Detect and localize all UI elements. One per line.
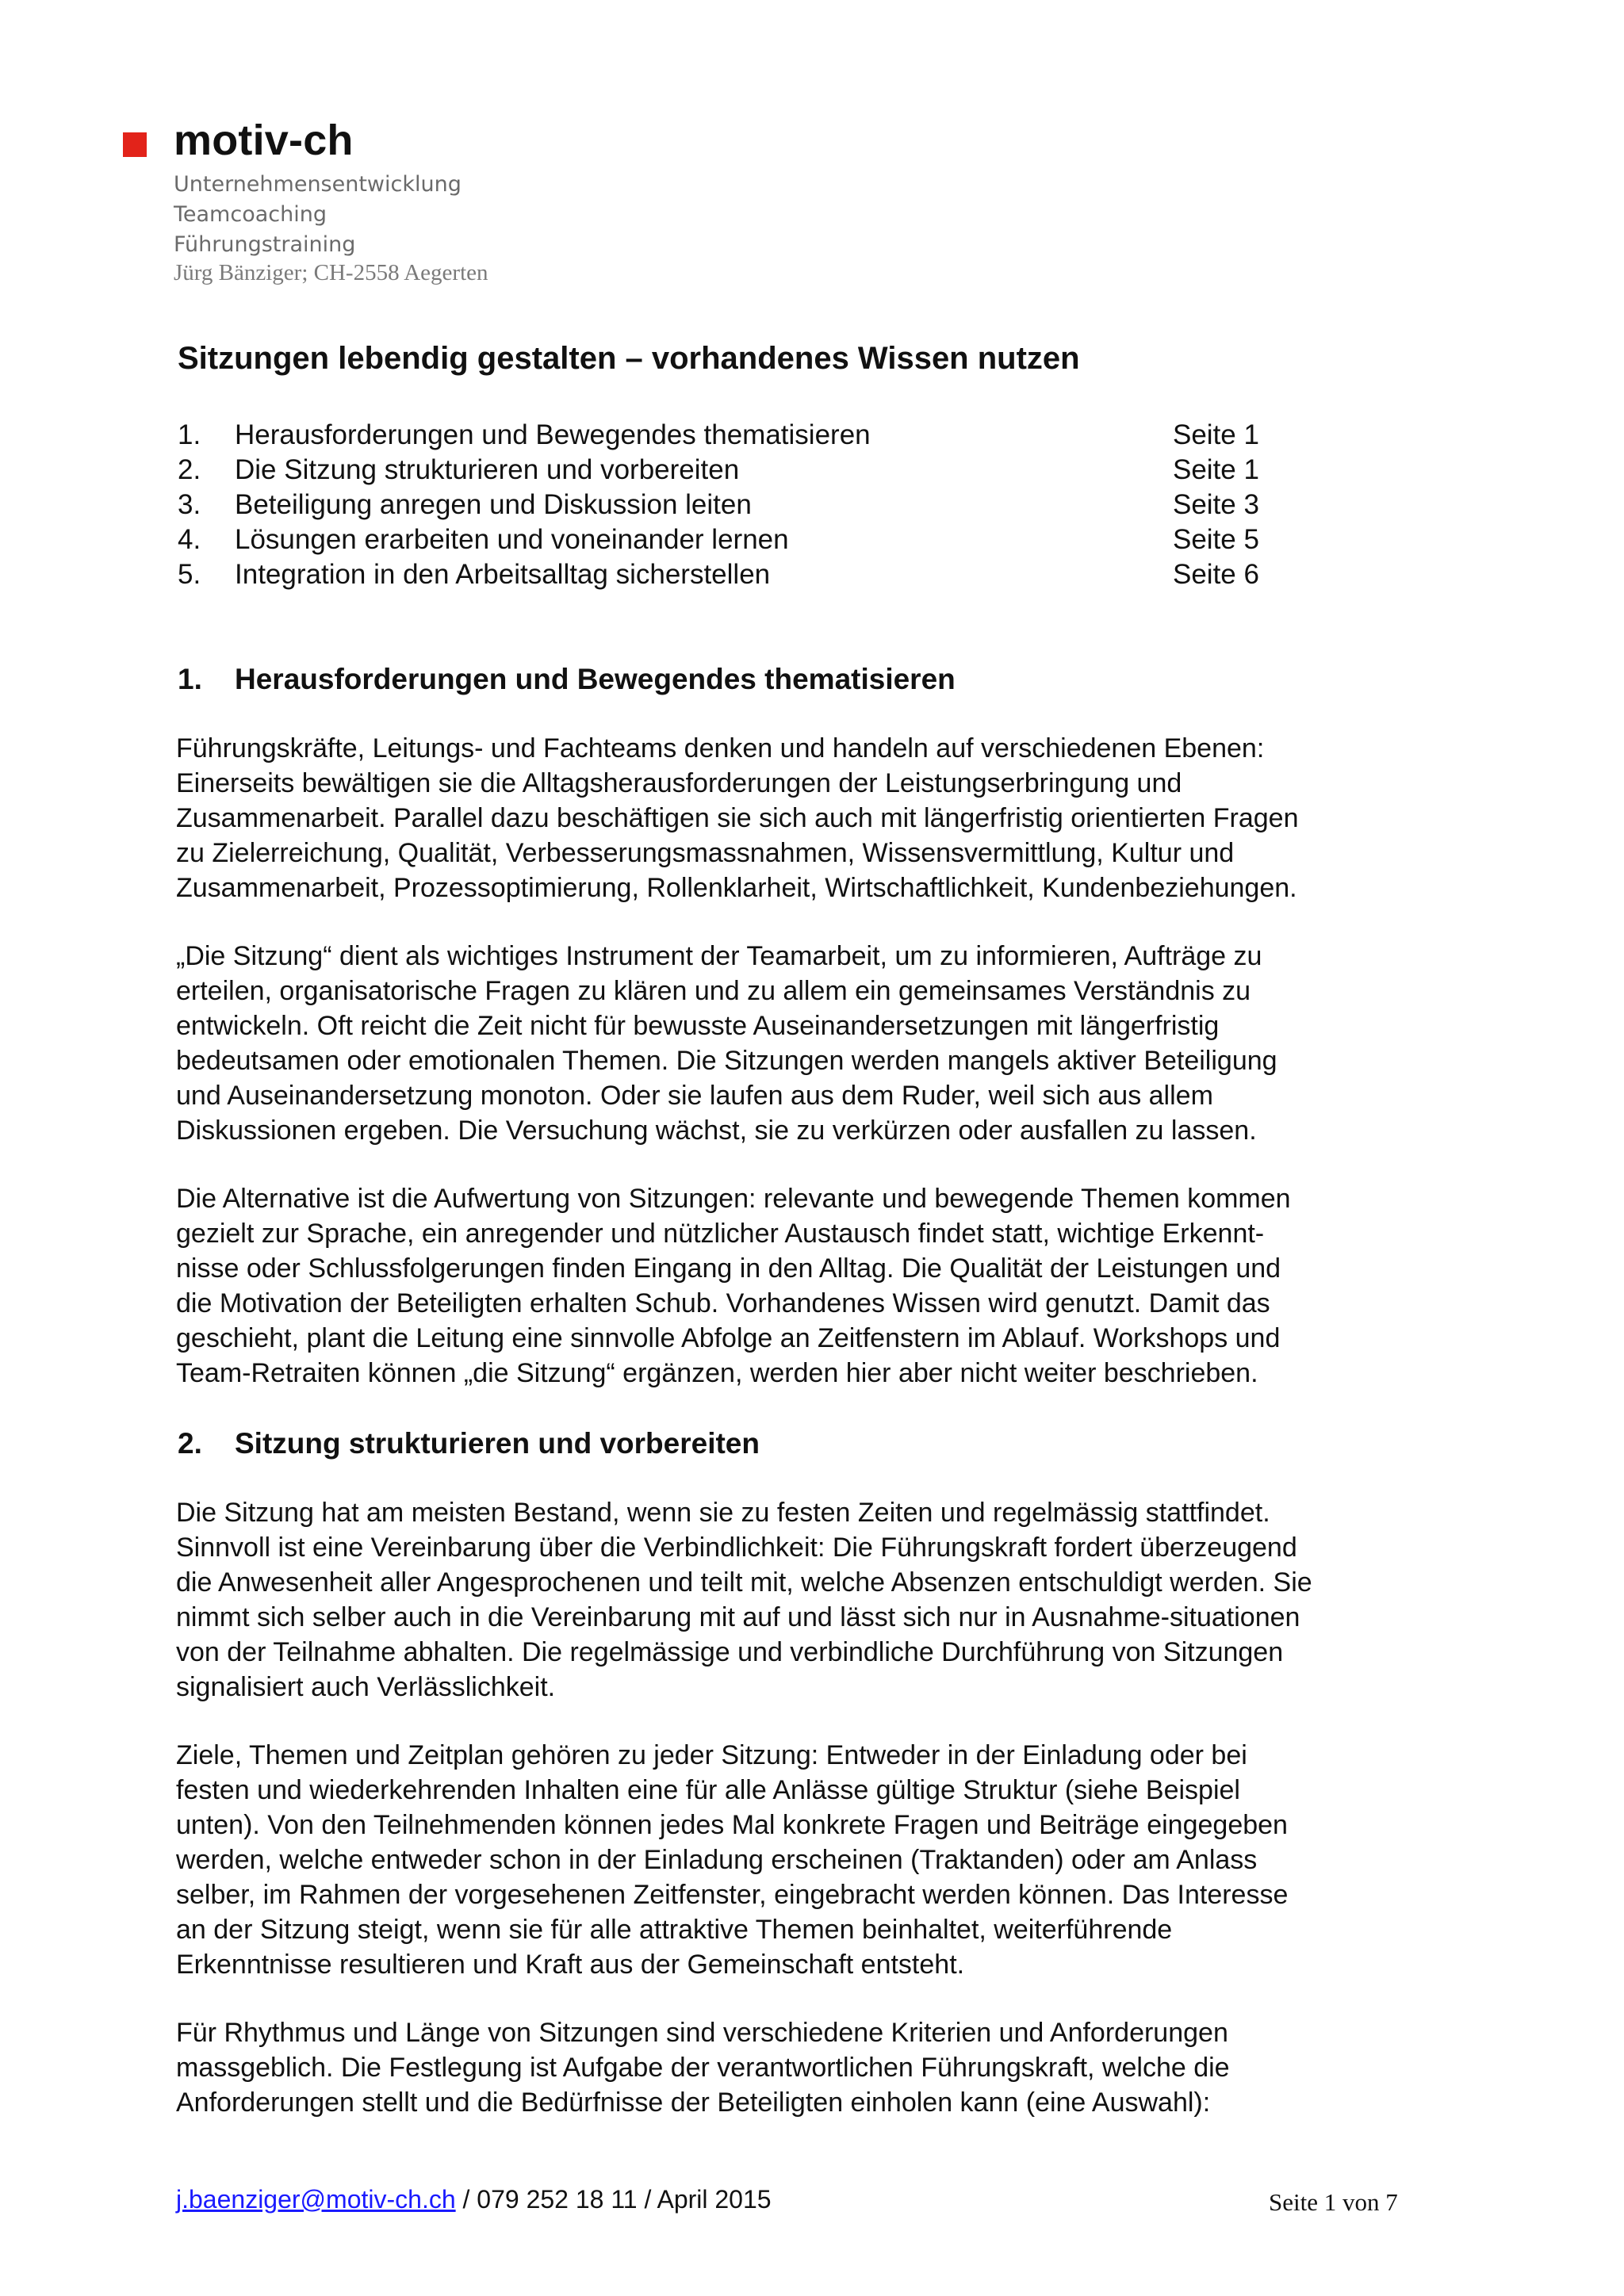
text-line: erteilen, organisatorische Fragen zu klären und zu allem ein gemeinsames Verständnis zu	[176, 976, 1251, 1006]
paragraph	[176, 1495, 1312, 1705]
page-title: Sitzungen lebendig gestalten – vorhandenes Wissen nutzen	[178, 341, 1080, 376]
brand-service-line: Führungstraining	[174, 232, 356, 257]
text-line: die Anwesenheit aller Angesprochenen und teilt mit, welche Absenzen entschuldigt werden. Sie	[176, 1567, 1312, 1598]
text-line: nisse oder Schlussfolgerungen finden Eingang in den Alltag. Die Qualität der Leistungen und	[176, 1253, 1281, 1284]
text-line: Einerseits bewältigen sie die Alltagsherausforderungen der Leistungserbringung und	[176, 768, 1182, 798]
toc-number: 2.	[178, 454, 201, 485]
text-line: geschieht, plant die Leitung eine sinnvolle Abfolge an Zeitfenstern im Ablauf. Workshops und	[176, 1323, 1281, 1353]
paragraph	[176, 731, 1298, 905]
text-line: Führungskräfte, Leitungs- und Fachteams denken und handeln auf verschiedenen Ebenen:	[176, 733, 1265, 763]
paragraph	[176, 939, 1277, 1148]
text-line: werden, welche entweder schon in der Einladung erscheinen (Traktanden) oder am Anlass	[176, 1845, 1258, 1875]
toc-entry-text: Die Sitzung strukturieren und vorbereiten	[235, 454, 740, 485]
text-line: die Motivation der Beteiligten erhalten Schub. Vorhandenes Wissen wird genutzt. Damit das	[176, 1288, 1270, 1318]
footer-contact	[176, 2185, 772, 2214]
toc-number: 4.	[178, 524, 201, 555]
footer-email-link[interactable]: j.baenziger@motiv-ch.ch	[176, 2185, 456, 2214]
text-line: Für Rhythmus und Länge von Sitzungen sind verschiedene Kriterien und Anforderungen	[176, 2018, 1228, 2048]
toc-row	[178, 418, 1327, 453]
section-heading	[178, 663, 956, 696]
toc-page-ref: Seite 6	[1173, 559, 1259, 590]
brand-name: motiv-ch	[174, 117, 354, 164]
brand-services	[174, 170, 462, 260]
paragraph	[176, 1738, 1288, 1982]
section-title: Herausforderungen und Bewegendes thematisieren	[235, 663, 956, 695]
text-line: und Auseinandersetzung monoton. Oder sie laufen aus dem Ruder, weil sich aus allem	[176, 1081, 1213, 1111]
toc-number: 5.	[178, 559, 201, 590]
toc-entry-text: Lösungen erarbeiten und voneinander lernen	[235, 524, 789, 555]
paragraph	[176, 2015, 1230, 2120]
toc-number: 3.	[178, 489, 201, 520]
toc-number: 1.	[178, 419, 201, 450]
text-line: festen und wiederkehrenden Inhalten eine für alle Anlässe gültige Struktur (siehe Beispiel	[176, 1775, 1240, 1805]
text-line: bedeutsamen oder emotionalen Themen. Die Sitzungen werden mangels aktiver Beteiligung	[176, 1046, 1277, 1076]
text-line: Diskussionen ergeben. Die Versuchung wächst, sie zu verkürzen oder ausfallen zu lassen.	[176, 1115, 1257, 1146]
toc-entry-text: Herausforderungen und Bewegendes thematisieren	[235, 419, 871, 450]
text-line: Anforderungen stellt und die Bedürfnisse der Beteiligten einholen kann (eine Auswahl):	[176, 2087, 1211, 2118]
toc-page-ref: Seite 1	[1173, 419, 1259, 450]
text-line: unten). Von den Teilnehmenden können jedes Mal konkrete Fragen und Beiträge eingegeben	[176, 1810, 1288, 1840]
text-line: Zusammenarbeit, Prozessoptimierung, Rollenklarheit, Wirtschaftlichkeit, Kundenbeziehungen.	[176, 873, 1297, 903]
text-line: gezielt zur Sprache, ein anregender und nützlicher Austausch findet statt, wichtige Erkennt-	[176, 1219, 1265, 1249]
toc-entry-text: Integration in den Arbeitsalltag sicherstellen	[235, 559, 771, 590]
text-line: Ziele, Themen und Zeitplan gehören zu jeder Sitzung: Entweder in der Einladung oder bei	[176, 1740, 1247, 1770]
text-line: von der Teilnahme abhalten. Die regelmässige und verbindliche Durchführung von Sitzungen	[176, 1637, 1284, 1667]
toc-entry-text: Beteiligung anregen und Diskussion leiten	[235, 489, 752, 520]
text-line: Die Alternative ist die Aufwertung von Sitzungen: relevante und bewegende Themen kommen	[176, 1184, 1291, 1214]
text-line: Team-Retraiten können „die Sitzung“ ergänzen, werden hier aber nicht weiter beschrieben.	[176, 1358, 1258, 1388]
text-line: selber, im Rahmen der vorgesehenen Zeitfenster, eingebracht werden können. Das Interesse	[176, 1880, 1289, 1910]
text-line: Sinnvoll ist eine Vereinbarung über die Verbindlichkeit: Die Führungskraft fordert überzeugend	[176, 1533, 1297, 1563]
text-line: Die Sitzung hat am meisten Bestand, wenn sie zu festen Zeiten und regelmässig stattfindet.	[176, 1498, 1270, 1528]
text-line: zu Zielerreichung, Qualität, Verbesserungsmassnahmen, Wissensvermittlung, Kultur und	[176, 838, 1235, 868]
section-number: 1.	[178, 663, 202, 695]
toc-page-ref: Seite 1	[1173, 454, 1259, 485]
toc-page-ref: Seite 5	[1173, 524, 1259, 555]
text-line: nimmt sich selber auch in die Vereinbarung mit auf und lässt sich nur in Ausnahme-situationen	[176, 1602, 1300, 1632]
brand-service-line: Teamcoaching	[174, 202, 327, 227]
footer-contact-details: / 079 252 18 11 / April 2015	[455, 2185, 772, 2214]
text-line: massgeblich. Die Festlegung ist Aufgabe der verantwortlichen Führungskraft, welche die	[176, 2053, 1230, 2083]
text-line: signalisiert auch Verlässlichkeit.	[176, 1672, 556, 1702]
toc-row	[178, 557, 1327, 592]
paragraph	[176, 1181, 1291, 1391]
table-of-contents	[178, 418, 1327, 592]
toc-row	[178, 453, 1327, 488]
toc-page-ref: Seite 3	[1173, 489, 1259, 520]
brand-logo-square	[123, 132, 147, 157]
text-line: Zusammenarbeit. Parallel dazu beschäftigen sie sich auch mit längerfristig orientierten Fragen	[176, 803, 1299, 833]
toc-row	[178, 488, 1327, 522]
footer-page-number: Seite 1 von 7	[1269, 2188, 1398, 2216]
toc-row	[178, 522, 1327, 557]
section-number: 2.	[178, 1427, 202, 1460]
section-title: Sitzung strukturieren und vorbereiten	[235, 1427, 760, 1460]
text-line: Erkenntnisse resultieren und Kraft aus der Gemeinschaft entsteht.	[176, 1950, 965, 1980]
text-line: entwickeln. Oft reicht die Zeit nicht für bewusste Auseinandersetzungen mit längerfristig	[176, 1011, 1220, 1041]
text-line: „Die Sitzung“ dient als wichtiges Instrument der Teamarbeit, um zu informieren, Aufträge zu	[176, 941, 1262, 971]
section-heading	[178, 1427, 760, 1460]
text-line: an der Sitzung steigt, wenn sie für alle attraktive Themen beinhaltet, weiterführende	[176, 1915, 1173, 1945]
brand-service-line: Unternehmensentwicklung	[174, 172, 462, 197]
brand-contact: Jürg Bänziger; CH-2558 Aegerten	[174, 260, 488, 285]
